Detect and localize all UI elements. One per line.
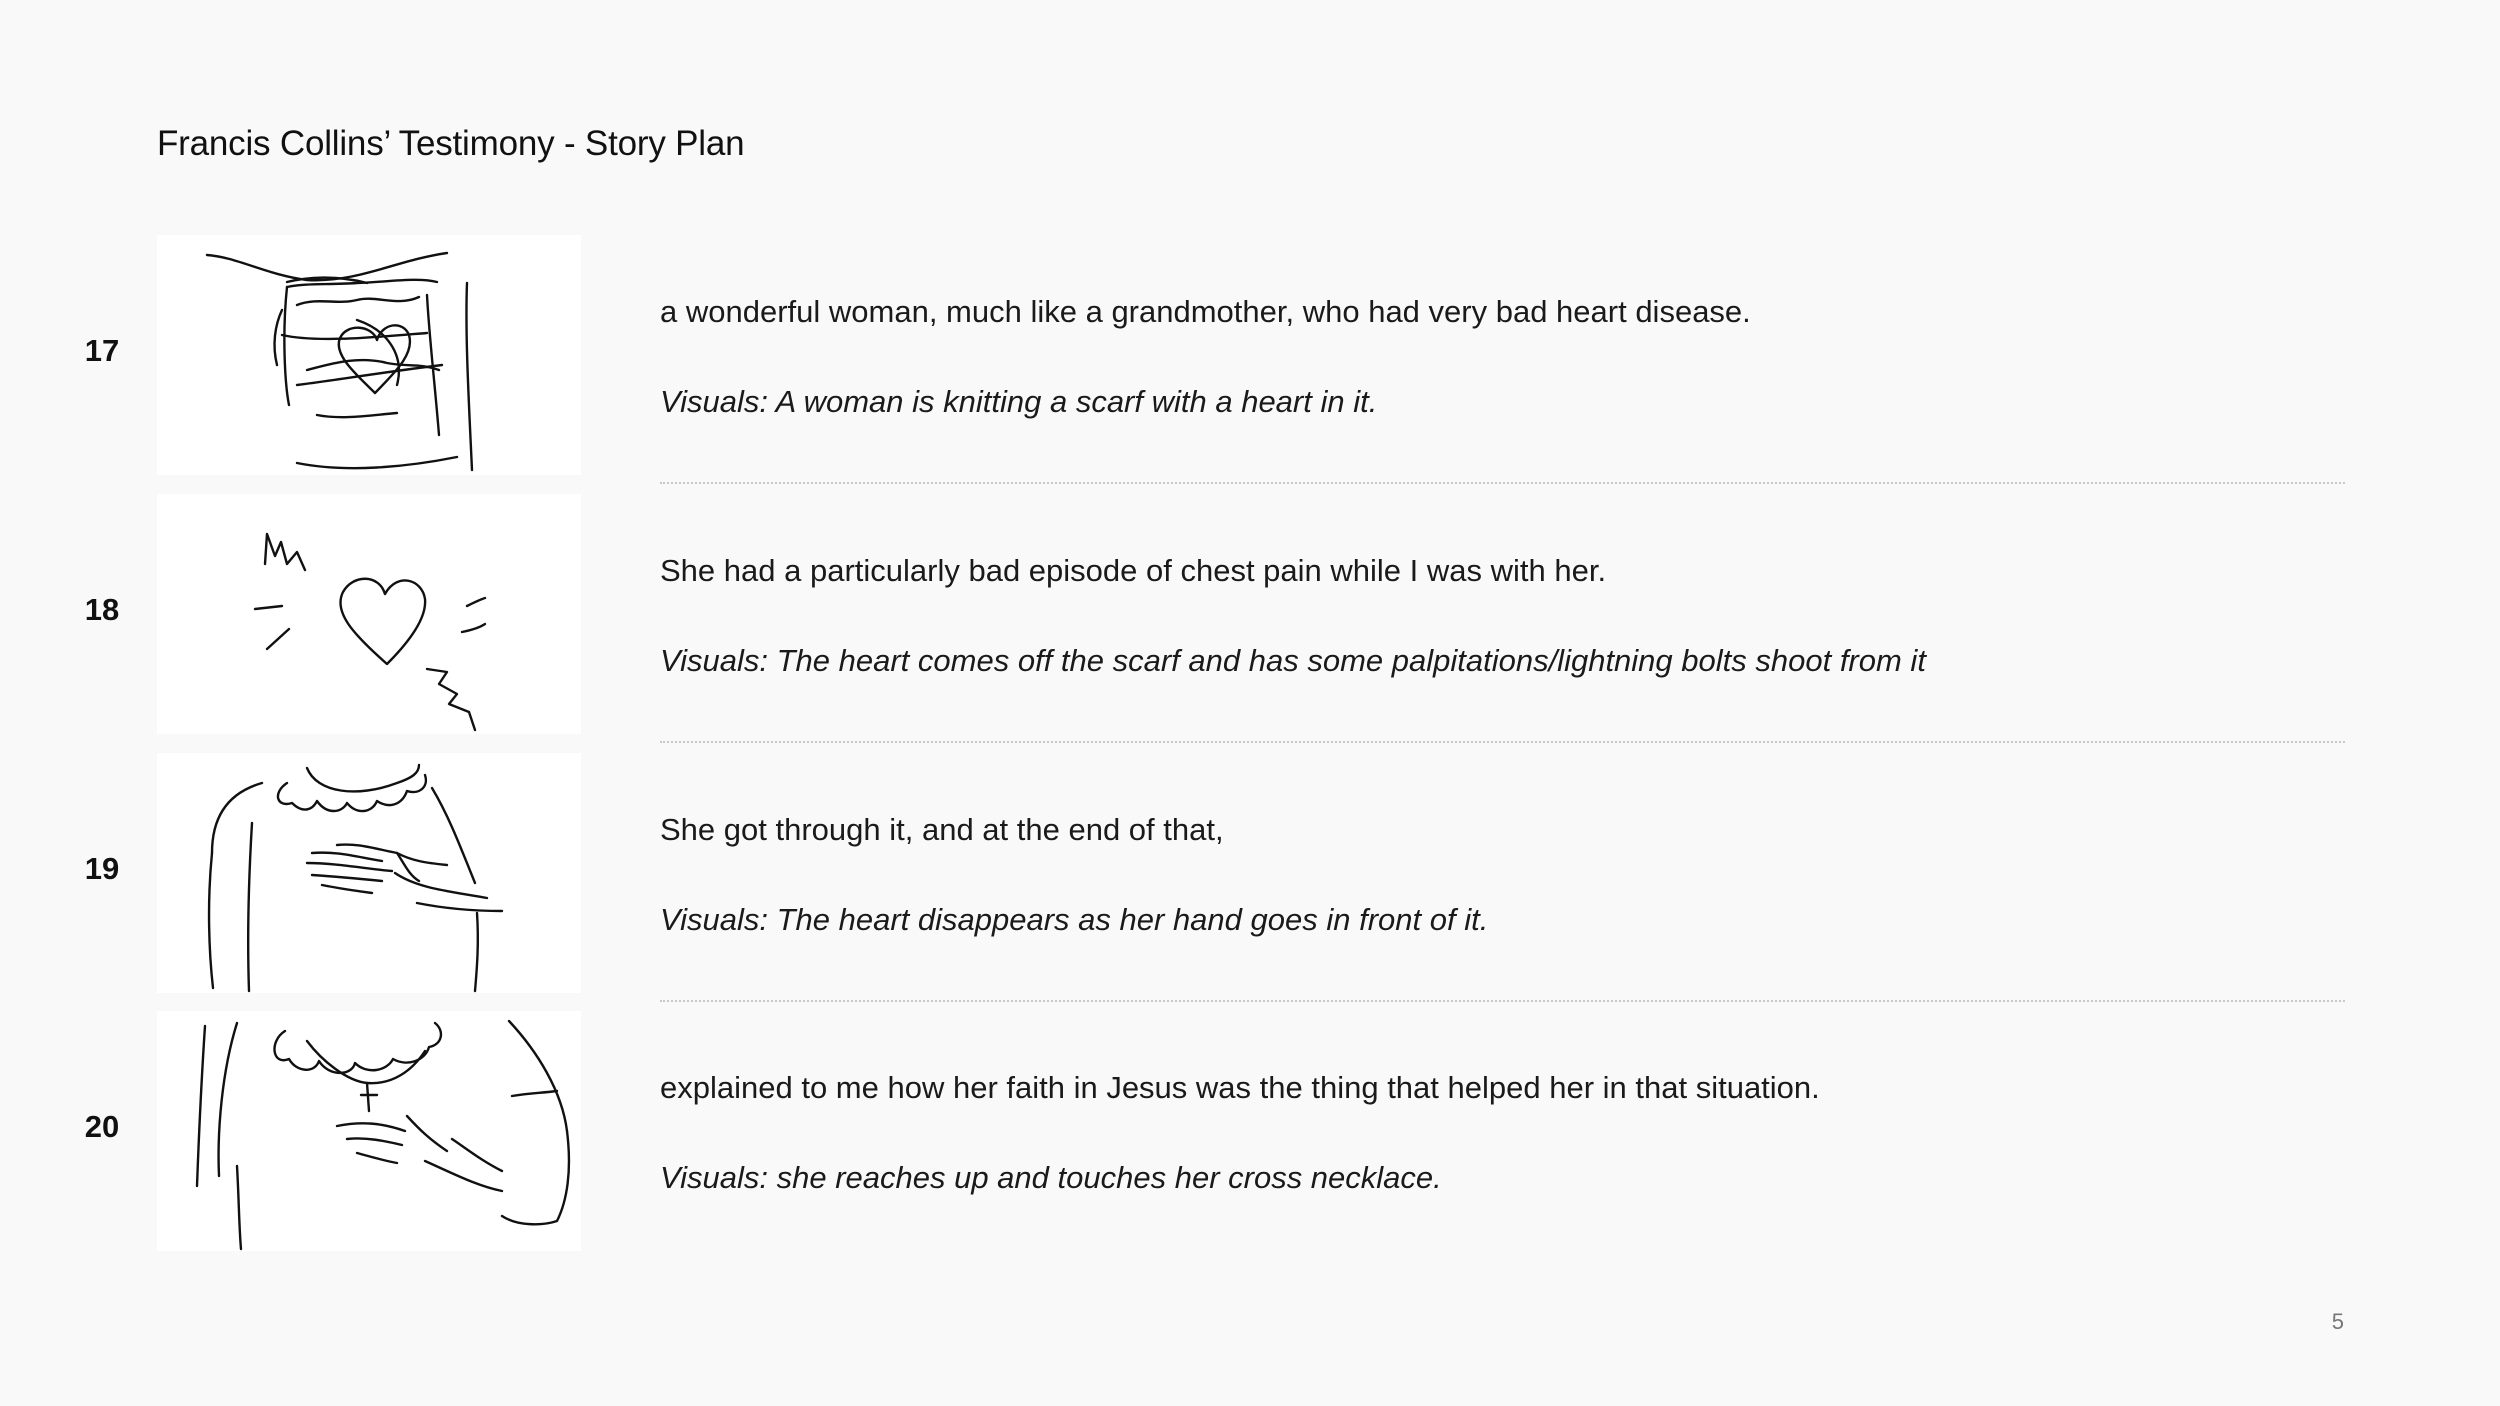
hand-touching-cross-necklace-sketch-icon <box>157 1011 581 1251</box>
narration-text: She had a particularly bad episode of chest pain while I was with her. <box>660 553 1607 588</box>
row-divider <box>660 482 2345 484</box>
visuals-description: Visuals: The heart comes off the scarf and has some palpitations/lightning bolts shoot from it <box>660 643 1926 678</box>
knitting-scarf-heart-sketch-icon <box>157 235 581 475</box>
row-divider <box>660 1000 2345 1002</box>
row-number: 19 <box>84 851 120 886</box>
narration-text: explained to me how her faith in Jesus was the thing that helped her in that situation. <box>660 1070 1820 1105</box>
page-title: Francis Collins’ Testimony - Story Plan <box>157 124 745 163</box>
sketch-panel <box>157 494 581 734</box>
visuals-description: Visuals: The heart disappears as her hand goes in front of it. <box>660 902 1489 937</box>
story-row-20 <box>0 1011 2500 1251</box>
story-row-19 <box>0 753 2500 993</box>
narration-text: a wonderful woman, much like a grandmother, who had very bad heart disease. <box>660 294 1751 329</box>
row-number: 17 <box>84 333 120 368</box>
page-number: 5 <box>2331 1309 2344 1334</box>
visuals-description: Visuals: A woman is knitting a scarf with a heart in it. <box>660 384 1378 419</box>
narration-text: She got through it, and at the end of that, <box>660 812 1224 847</box>
row-number: 20 <box>84 1109 120 1144</box>
story-row-17 <box>0 235 2500 475</box>
sketch-panel <box>157 235 581 475</box>
hand-over-chest-sketch-icon <box>157 753 581 993</box>
sketch-panel <box>157 753 581 993</box>
row-number: 18 <box>84 592 120 627</box>
sketch-panel <box>157 1011 581 1251</box>
story-row-18 <box>0 494 2500 734</box>
heart-palpitation-sketch-icon <box>157 494 581 734</box>
visuals-description: Visuals: she reaches up and touches her cross necklace. <box>660 1160 1442 1195</box>
row-divider <box>660 741 2345 743</box>
